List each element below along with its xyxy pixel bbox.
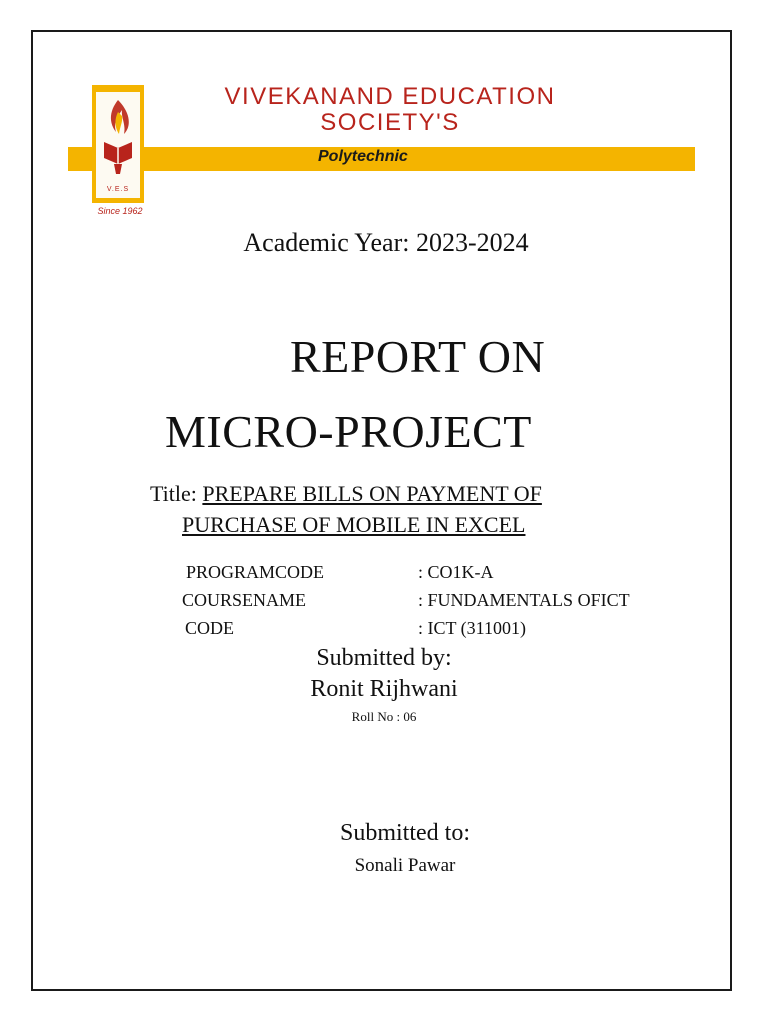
report-heading-line2: MICRO-PROJECT <box>165 406 532 457</box>
detail-value: : CO1K-A <box>418 562 494 582</box>
roll-number: Roll No : 06 <box>351 709 417 724</box>
title-label: Title: <box>150 481 203 506</box>
academic-year: Academic Year: 2023-2024 <box>243 228 529 257</box>
title-text-line1: PREPARE BILLS ON PAYMENT OF <box>202 481 542 506</box>
org-name-line2: SOCIETY'S <box>320 109 460 136</box>
project-title-line2: PURCHASE OF MOBILE IN EXCEL <box>182 512 526 537</box>
project-title-line1 <box>150 481 542 507</box>
detail-value: : FUNDAMENTALS OFICT <box>418 590 630 610</box>
org-name-line1: VIVEKANAND EDUCATION <box>224 83 556 110</box>
student-name: Ronit Rijhwani <box>310 676 458 702</box>
since-label: Since 1962 <box>97 206 143 216</box>
ves-logo-inner <box>96 92 140 198</box>
logo-text: V.E.S <box>106 186 130 193</box>
detail-key: CODE <box>185 618 234 638</box>
submitted-by-label: Submitted by: <box>316 645 452 671</box>
torch-book-icon <box>96 92 140 198</box>
institution-type: Polytechnic <box>318 148 408 165</box>
detail-value: : ICT (311001) <box>418 618 526 638</box>
detail-key: PROGRAMCODE <box>186 562 325 582</box>
detail-key: COURSENAME <box>182 590 307 610</box>
organization-name <box>190 84 590 136</box>
teacher-name: Sonali Pawar <box>354 855 456 876</box>
report-heading-line1: REPORT ON <box>290 331 546 382</box>
submitted-to-label: Submitted to: <box>339 820 470 846</box>
